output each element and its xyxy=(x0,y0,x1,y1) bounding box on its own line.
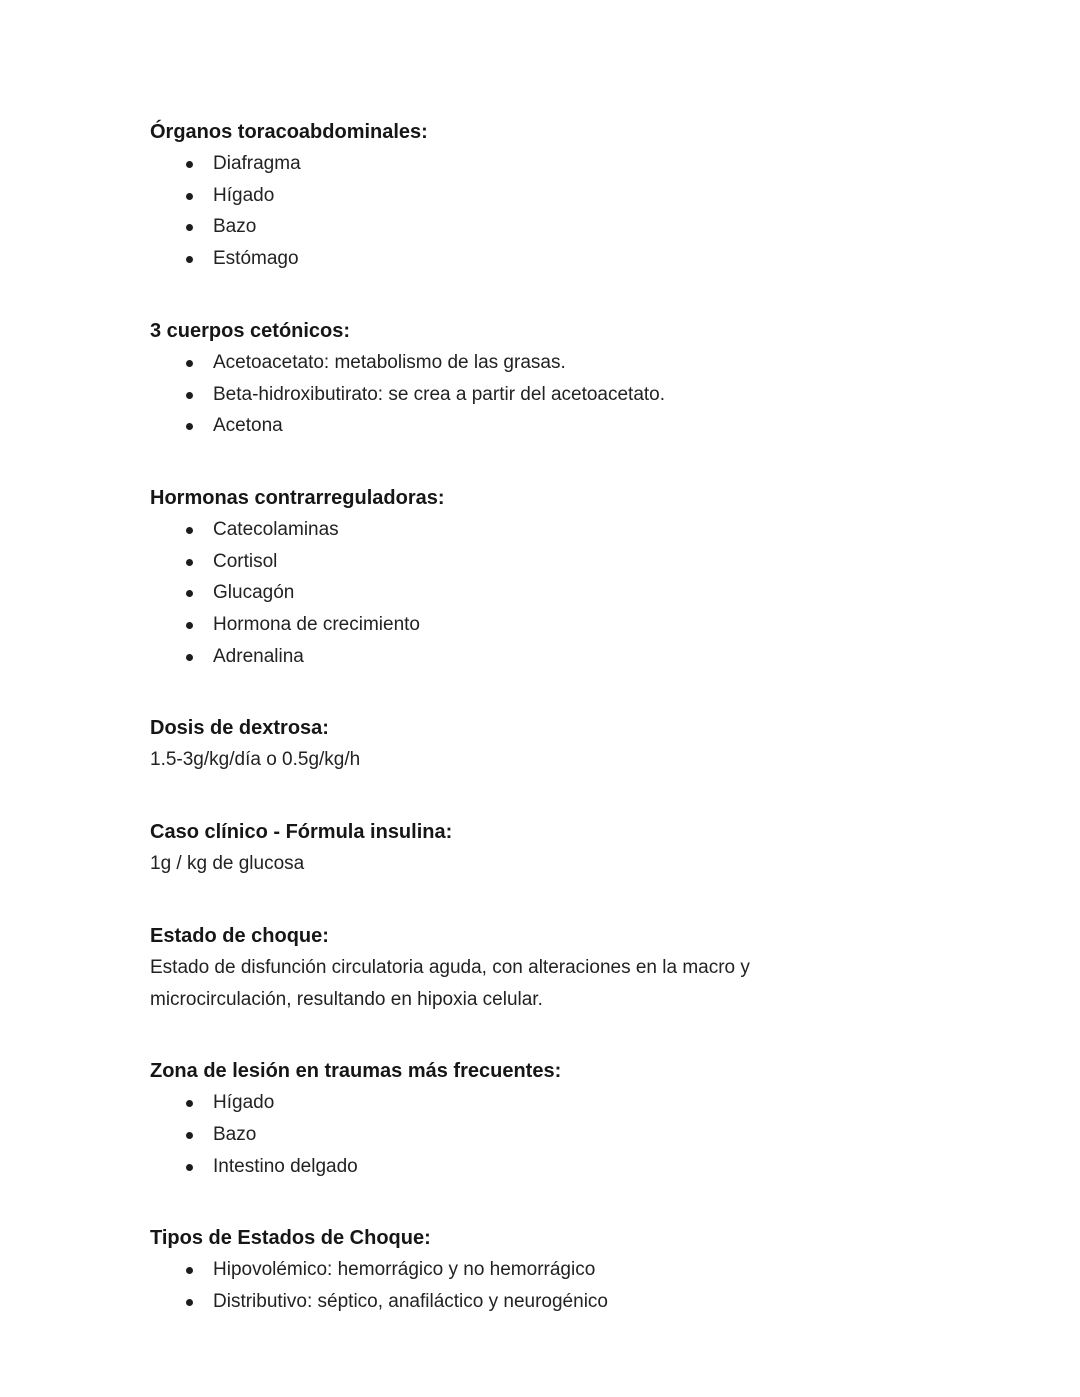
document-section xyxy=(150,116,905,275)
document-section xyxy=(150,712,905,776)
list-item: Glucagón xyxy=(193,577,905,609)
section-heading: Hormonas contrarreguladoras: xyxy=(150,486,445,509)
list-item: Catecolaminas xyxy=(193,514,905,546)
list-item: Acetoacetato: metabolismo de las grasas. xyxy=(193,347,905,379)
paragraph: 1.5-3g/kg/día o 0.5g/kg/h xyxy=(150,749,361,771)
document-section xyxy=(150,1055,905,1182)
section-heading: 3 cuerpos cetónicos: xyxy=(150,319,351,342)
list-item: Intestino delgado xyxy=(193,1151,905,1183)
list-item: Bazo xyxy=(193,211,905,243)
list-item: Diafragma xyxy=(193,148,905,180)
list-item: Bazo xyxy=(193,1119,905,1151)
list-item: Cortisol xyxy=(193,546,905,578)
section-heading: Zona de lesión en traumas más frecuentes: xyxy=(150,1060,562,1083)
list-item: Adrenalina xyxy=(193,641,905,673)
list-item: Hormona de crecimiento xyxy=(193,609,905,641)
paragraph: Estado de disfunción circulatoria aguda, con alteraciones en la macro y microcirculación, resultando en hipoxia celular. xyxy=(150,956,750,1010)
bullet-list xyxy=(150,148,905,275)
section-heading: Estado de choque: xyxy=(150,924,329,947)
bullet-list xyxy=(150,1254,905,1317)
list-item: Distributivo: séptico, anafiláctico y neurogénico xyxy=(193,1286,905,1318)
list-item: Hígado xyxy=(193,180,905,212)
paragraph: 1g / kg de glucosa xyxy=(150,853,305,875)
list-item: Estómago xyxy=(193,243,905,275)
document-section xyxy=(150,920,905,1015)
document-section xyxy=(150,1222,905,1317)
section-heading: Tipos de Estados de Choque: xyxy=(150,1227,431,1250)
list-item: Acetona xyxy=(193,410,905,442)
document-section xyxy=(150,482,905,673)
bullet-list xyxy=(150,347,905,442)
bullet-list xyxy=(150,514,905,673)
list-item: Hipovolémico: hemorrágico y no hemorrágico xyxy=(193,1254,905,1286)
document-section xyxy=(150,315,905,442)
list-item: Beta-hidroxibutirato: se crea a partir del acetoacetato. xyxy=(193,379,905,411)
section-heading: Caso clínico - Fórmula insulina: xyxy=(150,821,453,844)
document-section xyxy=(150,816,905,880)
list-item: Hígado xyxy=(193,1087,905,1119)
bullet-list xyxy=(150,1087,905,1182)
section-heading: Dosis de dextrosa: xyxy=(150,717,329,740)
section-heading: Órganos toracoabdominales: xyxy=(150,121,428,143)
